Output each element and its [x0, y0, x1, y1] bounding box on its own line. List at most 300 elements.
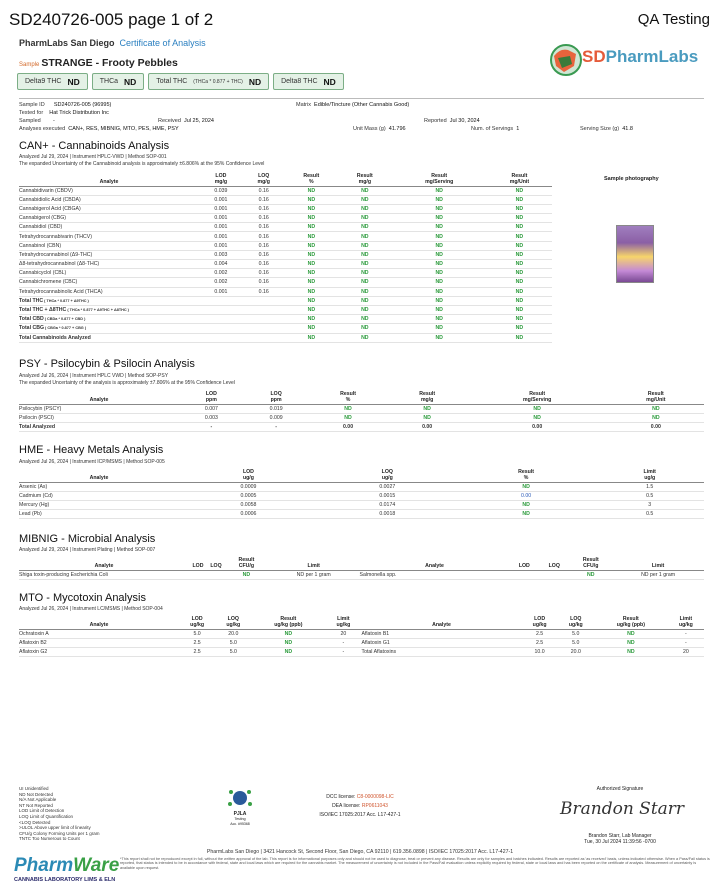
- summary-pills: [17, 73, 344, 90]
- heavy-metals-subtitle: Analyzed Jul 26, 2024 | Instrument ICP/MSMS | Method SOP-005: [19, 459, 165, 465]
- table-cell: ND: [338, 204, 391, 213]
- table-cell: ND: [392, 296, 487, 305]
- signature-title: Authorized Signature: [596, 786, 644, 792]
- table-cell: 0.0027: [318, 482, 457, 491]
- lab-address: PharmLabs San Diego | 3421 Hancock St, Second Floor, San Diego, CA 92110 | 619.356.0898 | ISO/IEC 17025:2017 Acc. L17-427-1: [206, 849, 514, 855]
- table-cell: 2.5: [521, 638, 557, 647]
- table-cell: ND: [285, 287, 338, 296]
- column-header: LOQ ug/kg: [215, 613, 251, 629]
- table-cell: [243, 305, 285, 314]
- table-cell: 0.004: [199, 260, 243, 269]
- total-formula: ( THCa * 0.877 + Δ9THC + Δ8THC ): [66, 308, 129, 313]
- table-cell: 0.16: [243, 195, 285, 204]
- table-cell: ND: [338, 296, 391, 305]
- table-cell: ND: [487, 269, 552, 278]
- table-cell: Δ8-tetrahydrocannabinol (Δ8-THC): [19, 260, 199, 269]
- table-cell: -: [179, 422, 244, 431]
- table-cell: 0.16: [243, 186, 285, 195]
- table-cell: ND: [594, 638, 668, 647]
- table-cell: 0.16: [243, 223, 285, 232]
- pill-value: ND: [124, 76, 137, 87]
- table-cell: 0.0174: [318, 500, 457, 509]
- column-header: LOD mg/g: [199, 170, 243, 186]
- table-cell: ND: [285, 305, 338, 314]
- table-cell: Mercury (Hg): [19, 500, 179, 509]
- sample-id: Sample ID SD240726-005 (96995): [19, 102, 112, 108]
- column-header: Result CFU/g: [569, 554, 612, 570]
- table-cell: Cannabidivarin (CBDV): [19, 186, 199, 195]
- cannabinoid-row: [19, 232, 552, 241]
- table-cell: ND: [487, 278, 552, 287]
- column-header: Analyte: [19, 466, 179, 482]
- table-cell: -: [668, 629, 704, 638]
- table-cell: ND: [285, 204, 338, 213]
- table-cell: Cadmium (Cd): [19, 491, 179, 500]
- table-cell: 0.0006: [179, 510, 318, 519]
- table-cell: ND: [457, 510, 596, 519]
- table-cell: ND: [487, 296, 552, 305]
- table-cell: 0.16: [243, 250, 285, 259]
- pill-value: ND: [67, 76, 80, 87]
- table-cell: 0.002: [199, 269, 243, 278]
- table-cell: [539, 570, 569, 579]
- table-cell: ND: [457, 482, 596, 491]
- column-header: LOD: [189, 554, 207, 570]
- table-cell: ND: [594, 647, 668, 656]
- column-header: Result %: [285, 170, 338, 186]
- table-cell: ND: [487, 315, 552, 324]
- table-cell: ND: [338, 278, 391, 287]
- table-cell: ND: [392, 204, 487, 213]
- table-cell: ND: [309, 413, 388, 422]
- table-cell: ND: [392, 260, 487, 269]
- metal-row: [19, 510, 704, 519]
- table-cell: 0.001: [199, 241, 243, 250]
- total-formula: ( CBDa * 0.877 + CBD ): [43, 317, 86, 322]
- table-cell: [19, 305, 199, 314]
- table-cell: ND: [338, 315, 391, 324]
- table-cell: ND: [285, 250, 338, 259]
- table-cell: 0.039: [199, 186, 243, 195]
- table-cell: ND: [392, 214, 487, 223]
- table-cell: 0.001: [199, 287, 243, 296]
- column-header: Analyte: [360, 554, 510, 570]
- table-cell: Salmonella spp.: [360, 570, 510, 579]
- table-cell: ND: [392, 278, 487, 287]
- table-cell: [19, 333, 199, 342]
- summary-pill: [148, 73, 269, 90]
- table-cell: ND: [487, 305, 552, 314]
- microbial-title: MIBNIG - Microbial Analysis: [19, 533, 156, 545]
- table-cell: ND: [392, 269, 487, 278]
- table-cell: Cannabigerol (CBG): [19, 214, 199, 223]
- cannabinoid-row: [19, 269, 552, 278]
- cannabinoid-row: [19, 260, 552, 269]
- column-header: LOQ ug/kg: [558, 613, 594, 629]
- column-header: Limit ug/g: [595, 466, 704, 482]
- mycotoxin-title: MTO - Mycotoxin Analysis: [19, 592, 146, 604]
- table-cell: ND: [392, 232, 487, 241]
- table-cell: ND: [467, 404, 608, 413]
- mycotoxin-subtitle: Analyzed Jul 26, 2024 | Instrument LC/MSMS | Method SOP-004: [19, 606, 163, 612]
- table-cell: Aflatoxin G1: [361, 638, 521, 647]
- cannabinoid-row: [19, 214, 552, 223]
- cannabinoids-title: CAN+ - Cannabinoids Analysis: [19, 140, 170, 152]
- cannabinoid-row: [19, 287, 552, 296]
- table-cell: 0.00: [388, 422, 467, 431]
- cannabinoid-row: [19, 186, 552, 195]
- table-cell: ND: [285, 223, 338, 232]
- column-header: Result mg/Unit: [608, 388, 704, 404]
- table-cell: 5.0: [215, 647, 251, 656]
- table-cell: ND: [338, 186, 391, 195]
- table-cell: ND: [392, 305, 487, 314]
- header-row: [19, 388, 704, 404]
- table-cell: [243, 315, 285, 324]
- pill-value: ND: [323, 76, 336, 87]
- table-cell: ND: [487, 287, 552, 296]
- table-cell: [510, 570, 540, 579]
- table-cell: Psilocin (PSCI): [19, 413, 179, 422]
- table-cell: -: [325, 638, 361, 647]
- cannabinoid-row: [19, 278, 552, 287]
- table-cell: 0.001: [199, 195, 243, 204]
- table-cell: 0.00: [457, 491, 596, 500]
- table-cell: 0.16: [243, 232, 285, 241]
- table-cell: ND: [285, 333, 338, 342]
- table-cell: 0.16: [243, 241, 285, 250]
- column-header: LOD ug/g: [179, 466, 318, 482]
- table-cell: ND: [388, 413, 467, 422]
- table-cell: ND: [285, 296, 338, 305]
- table-cell: 0.001: [199, 214, 243, 223]
- table-cell: [243, 296, 285, 305]
- total-row: [19, 296, 552, 305]
- table-cell: 20.0: [558, 647, 594, 656]
- column-header: Result %: [457, 466, 596, 482]
- table-cell: ND: [338, 232, 391, 241]
- total-label: Total CBG: [19, 325, 44, 332]
- cannabinoid-row: [19, 204, 552, 213]
- table-cell: [19, 315, 199, 324]
- table-cell: ND: [487, 195, 552, 204]
- licenses: DCC license: C8-0000098-LIC DEA license: RP0611043 ISO/IEC 17025:2017 Acc. L17-427-1: [300, 793, 420, 820]
- column-header: Limit: [268, 554, 360, 570]
- psilocybin-title: PSY - Psilocybin & Psilocin Analysis: [19, 358, 195, 370]
- table-cell: ND: [338, 333, 391, 342]
- reported: Reported Jul 30, 2024: [424, 118, 480, 124]
- table-cell: ND: [285, 278, 338, 287]
- psilocybin-row: [19, 413, 704, 422]
- header-row: [19, 466, 704, 482]
- table-cell: Cannabidiolic Acid (CBDA): [19, 195, 199, 204]
- pill-label: Delta9 THC: [25, 78, 62, 85]
- table-cell: ND: [487, 324, 552, 333]
- table-cell: ND: [392, 315, 487, 324]
- cannabinoid-row: [19, 250, 552, 259]
- table-cell: Total Analyzed: [19, 422, 179, 431]
- pjla-acc: Acc. #95368: [230, 822, 250, 826]
- cannabinoid-row: [19, 241, 552, 250]
- heavy-metals-table: [19, 466, 704, 519]
- total-row: [19, 315, 552, 324]
- table-cell: [207, 570, 225, 579]
- table-cell: ND: [487, 260, 552, 269]
- table-cell: ND: [285, 186, 338, 195]
- table-cell: Ochratoxin A: [19, 629, 179, 638]
- table-cell: Cannabigerol Acid (CBGA): [19, 204, 199, 213]
- table-cell: 5.0: [558, 629, 594, 638]
- table-cell: 0.00: [467, 422, 608, 431]
- table-cell: Arsenic (As): [19, 482, 179, 491]
- summary-pill: [17, 73, 88, 90]
- cannabinoids-subtitle: Analyzed Jul 29, 2024 | Instrument HPLC-VWD | Method SOP-001: [19, 154, 167, 160]
- table-cell: 0.007: [179, 404, 244, 413]
- table-cell: Tetrahydrocannabinolic Acid (THCA): [19, 287, 199, 296]
- pill-value: ND: [248, 76, 262, 87]
- table-cell: ND: [392, 186, 487, 195]
- unit-mass: Unit Mass (g) 41.796: [353, 126, 406, 132]
- metal-row: [19, 482, 704, 491]
- table-cell: 0.0015: [318, 491, 457, 500]
- signatory: Brandon Starr, Lab Manager Tue, 30 Jul 2024 11:39:56 -0700: [584, 833, 656, 845]
- table-cell: 0.00: [608, 422, 704, 431]
- table-cell: ND: [392, 223, 487, 232]
- table-cell: 0.003: [199, 250, 243, 259]
- table-cell: ND: [285, 195, 338, 204]
- total-formula: ( CBGa * 0.877 + CBG ): [43, 326, 87, 331]
- column-header: Result mg/Serving: [392, 170, 487, 186]
- cannabinoid-row: [19, 223, 552, 232]
- table-cell: 2.5: [179, 647, 215, 656]
- table-cell: 0.0009: [179, 482, 318, 491]
- table-cell: [199, 324, 243, 333]
- table-cell: 5.0: [558, 638, 594, 647]
- pharmware-logo: PharmWare: [14, 855, 120, 876]
- divider: [19, 98, 704, 99]
- heavy-metals-title: HME - Heavy Metals Analysis: [19, 444, 164, 456]
- qa-testing-label: QA Testing: [637, 11, 710, 28]
- table-cell: ND: [392, 241, 487, 250]
- cannabinoids-table: [19, 170, 552, 343]
- column-header: LOQ: [539, 554, 569, 570]
- column-header: Result mg/Unit: [487, 170, 552, 186]
- table-cell: ND: [608, 413, 704, 422]
- table-cell: 10.0: [521, 647, 557, 656]
- table-cell: 0.0058: [179, 500, 318, 509]
- table-cell: [243, 333, 285, 342]
- table-cell: 0.16: [243, 214, 285, 223]
- column-header: Result CFU/g: [225, 554, 268, 570]
- table-cell: ND: [251, 647, 325, 656]
- column-header: Result mg/Serving: [467, 388, 608, 404]
- table-cell: ND: [338, 324, 391, 333]
- mycotoxin-table: [19, 613, 704, 657]
- microbial-subtitle: Analyzed Jul 29, 2024 | Instrument Plating | Method SOP-007: [19, 547, 156, 553]
- cannabinoids-uncertainty: The expanded Uncertainty of the Cannabinoid analysis is approximately ±6.806% at the 95% Confidence Level: [19, 161, 265, 167]
- table-cell: 5.0: [179, 629, 215, 638]
- dcc-license: C8-0000098-LIC: [356, 794, 394, 800]
- abbreviation-legend: UI Unidentified ND Not Detected N/A Not Applicable NT Not Reported LOD Limit of Detection LOQ Limit of Quantification <LOQ Detected >ULOL Above upper limit of linearity CFU/g Colony Forming Units per 1 gram TNTC Too Numerous to Count: [19, 786, 100, 842]
- column-header: LOQ ug/g: [318, 466, 457, 482]
- table-cell: ND: [467, 413, 608, 422]
- cannabinoid-row: [19, 195, 552, 204]
- metal-row: [19, 500, 704, 509]
- mycotoxin-row: [19, 647, 704, 656]
- received: Received Jul 25, 2024: [158, 118, 214, 124]
- table-cell: [199, 333, 243, 342]
- table-cell: Total Aflatoxins: [361, 647, 521, 656]
- table-cell: ND: [487, 214, 552, 223]
- table-cell: ND: [608, 404, 704, 413]
- table-cell: ND: [487, 232, 552, 241]
- table-cell: 20.0: [215, 629, 251, 638]
- table-cell: [199, 305, 243, 314]
- total-row: [19, 333, 552, 342]
- table-cell: ND: [338, 214, 391, 223]
- psilocybin-subtitle: Analyzed Jul 26, 2024 | Instrument HPLC VWD | Method SOP-PSY: [19, 373, 169, 379]
- table-cell: 0.5: [595, 510, 704, 519]
- dea-license: RP0611043: [361, 803, 388, 809]
- table-cell: ND: [338, 195, 391, 204]
- table-cell: ND: [285, 232, 338, 241]
- mycotoxin-row: [19, 638, 704, 647]
- sampled: Sampled -: [19, 118, 55, 124]
- table-cell: 0.001: [199, 223, 243, 232]
- table-cell: 0.001: [199, 232, 243, 241]
- table-cell: ND: [392, 287, 487, 296]
- column-header: LOD ug/kg: [179, 613, 215, 629]
- column-header: Analyte: [19, 388, 179, 404]
- sample-name: Sample STRANGE - Frooty Pebbles: [19, 57, 178, 69]
- column-header: Analyte: [19, 554, 189, 570]
- microbial-table: [19, 554, 704, 580]
- table-cell: ND: [487, 223, 552, 232]
- table-cell: ND per 1 gram: [268, 570, 360, 579]
- column-header: Result mg/g: [338, 170, 391, 186]
- summary-pill: [92, 73, 145, 90]
- table-cell: ND: [338, 241, 391, 250]
- num-servings: Num. of Servings 1: [471, 126, 520, 132]
- table-cell: ND: [392, 324, 487, 333]
- table-cell: ND: [487, 204, 552, 213]
- table-cell: ND: [594, 629, 668, 638]
- column-header: LOQ mg/g: [243, 170, 285, 186]
- column-header: LOQ: [207, 554, 225, 570]
- psilocybin-table: [19, 388, 704, 432]
- table-cell: ND: [338, 260, 391, 269]
- total-row: [19, 422, 704, 431]
- table-cell: 5.0: [215, 638, 251, 647]
- matrix: Matrix Edible/Tincture (Other Cannabis Good): [296, 102, 410, 108]
- table-cell: [199, 315, 243, 324]
- table-cell: 20: [668, 647, 704, 656]
- table-cell: ND: [285, 269, 338, 278]
- pjla-label: PJLA: [233, 811, 247, 817]
- column-header: Result ug/kg (ppb): [251, 613, 325, 629]
- table-cell: ND: [388, 404, 467, 413]
- column-header: Limit ug/kg: [668, 613, 704, 629]
- column-header: LOD ppm: [179, 388, 244, 404]
- table-cell: 20: [325, 629, 361, 638]
- report-title: SD240726-005 page 1 of 2: [9, 10, 214, 29]
- photo-label: Sample photography: [604, 176, 659, 182]
- table-cell: [19, 324, 199, 333]
- table-cell: ND: [309, 404, 388, 413]
- table-cell: 0.002: [199, 278, 243, 287]
- table-cell: 0.009: [244, 413, 309, 422]
- column-header: Result ug/kg (ppb): [594, 613, 668, 629]
- table-cell: 0.16: [243, 278, 285, 287]
- table-cell: [199, 296, 243, 305]
- microbial-row: [19, 570, 704, 579]
- total-row: [19, 305, 552, 314]
- column-header: Analyte: [361, 613, 521, 629]
- table-cell: Cannabicyclol (CBL): [19, 269, 199, 278]
- iso-accreditation: ISO/IEC 17025:2017 Acc. L17-427-1: [319, 812, 401, 818]
- table-cell: ND: [225, 570, 268, 579]
- analyses-executed: Analyses executed CAN+, RES, MIBNIG, MTO, PES, HME, PSY: [19, 126, 179, 132]
- table-cell: 0.5: [595, 491, 704, 500]
- table-cell: ND: [338, 223, 391, 232]
- table-cell: [189, 570, 207, 579]
- header-row: [19, 554, 704, 570]
- total-label: Total Cannabinoids Analyzed: [19, 334, 91, 341]
- table-cell: Cannabichromene (CBC): [19, 278, 199, 287]
- lab-name: PharmLabs San Diego Certificate of Analysis: [19, 38, 206, 48]
- psilocybin-row: [19, 404, 704, 413]
- table-cell: 0.0018: [318, 510, 457, 519]
- metal-row: [19, 491, 704, 500]
- table-cell: ND: [285, 315, 338, 324]
- total-label: Total THC: [19, 297, 44, 304]
- total-formula: ( THCa * 0.877 + Δ9THC ): [43, 298, 89, 303]
- table-cell: Psilocybin (PSCY): [19, 404, 179, 413]
- tested-for: Tested for Hat Trick Distribution Inc: [19, 110, 109, 116]
- table-cell: Aflatoxin B1: [361, 629, 521, 638]
- table-cell: ND: [392, 195, 487, 204]
- table-cell: 0.001: [199, 204, 243, 213]
- column-header: Analyte: [19, 613, 179, 629]
- table-cell: Cannabinol (CBN): [19, 241, 199, 250]
- table-cell: ND: [487, 186, 552, 195]
- serving-size: Serving Size (g) 41.8: [580, 126, 633, 132]
- table-cell: ND: [338, 269, 391, 278]
- sample-photo: [616, 225, 654, 283]
- table-cell: ND: [487, 241, 552, 250]
- table-cell: 1.5: [595, 482, 704, 491]
- table-cell: ND: [285, 214, 338, 223]
- table-cell: Lead (Pb): [19, 510, 179, 519]
- mycotoxin-row: [19, 629, 704, 638]
- table-cell: 0.16: [243, 204, 285, 213]
- column-header: LOD ug/kg: [521, 613, 557, 629]
- table-cell: ND: [338, 287, 391, 296]
- table-cell: 0.003: [179, 413, 244, 422]
- table-cell: ND: [338, 305, 391, 314]
- table-cell: [243, 324, 285, 333]
- table-cell: Aflatoxin B2: [19, 638, 179, 647]
- table-cell: ND: [251, 629, 325, 638]
- table-cell: Tetrahydrocannabivarin (THCV): [19, 232, 199, 241]
- header-row: [19, 613, 704, 629]
- total-label: Total CBD: [19, 316, 44, 323]
- table-cell: 0.00: [309, 422, 388, 431]
- table-cell: ND: [487, 333, 552, 342]
- pill-label: Total THC: [156, 78, 188, 85]
- table-cell: ND: [285, 324, 338, 333]
- signature: Brandon Starr: [560, 799, 685, 819]
